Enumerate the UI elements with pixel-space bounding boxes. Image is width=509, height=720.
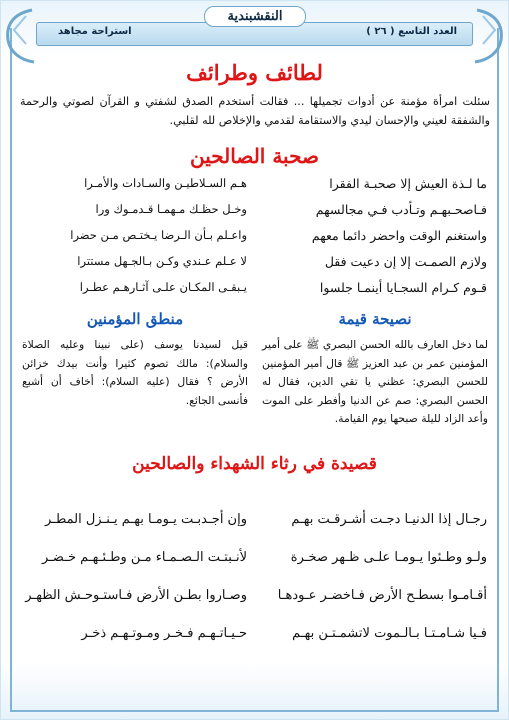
suhba-left-line: وخـل حظـك مـهمـا قـدمـوك ورا [95, 202, 247, 216]
issue-number: العدد التاسع ( ٢٦ ) [366, 26, 457, 37]
suhba-right-line: فـاصحـبهـم وتـأدب فـي مجالسهم [315, 202, 487, 217]
qasida-left-line: لأنـبتـت الـصـمـاء مـن وطـئـهـم خـضـر [41, 550, 247, 565]
suhba-left-line: يـبقـى المكـان علـى آثـارهـم عطـرا [79, 280, 247, 294]
suhba-right-line: ما لـذة العيش إلا صحبـة الفقرا [329, 176, 487, 191]
suhba-left-line: هـم السـلاطيـن والسـادات والأمـرا [84, 176, 247, 190]
qasida-left-line: وصـاروا بطـن الأرض فـاستـوحـش الظهـر [25, 588, 247, 603]
qasida-right-line: ولـو وطـئوا يـومـا علـى ظـهر صخـرة [290, 550, 487, 565]
bottom-border [10, 710, 499, 712]
qasida-left-line: حـيـاتـهـم فـخـر ومـوتـهـم ذخـر [81, 626, 247, 641]
mantiq-text: قيل لسيدنا يوسف (على نبينا وعليه الصلاة والسلام): مالك تصوم كثيرا وأنت بيدك خزائن الأرض ؟ فقال (عليه السلام): أخاف أن أشبع فأنسى الجائع. [22, 338, 248, 407]
scroll-ornament-icon [2, 6, 38, 66]
section-name: استراحة مجاهد [58, 26, 132, 37]
qasida-left-line: وإن أجـدبـت يـومـا بهـم يـنـزل المطـر [44, 512, 247, 527]
right-border [497, 28, 499, 712]
lataif-text: سئلت امرأة مؤمنة عن أدوات تجميلها ... فقالت أستخدم الصدق لشفتي و القرآن لصوتي والرحمة والشفقة لعيني والإحسان ليدي والاستقامة لقدمي والإخلاص لله لقلبي. [20, 95, 490, 127]
nasiha-text: لما دخل العارف بالله الحسن البصري ﷺ على أمير المؤمنين عمر بن عبد العزيز ﷺ قال أمير المؤمنين للحسن البصري: عظني يا تقي الدين، فقال له الحسن البصري: صم عن الدنيا وأفطر على الموت وأعد الزاد لليلة صبحها يوم القيامة. [262, 338, 488, 425]
magazine-name: النقشبندية [204, 6, 306, 27]
suhba-right-line: ولازم الصمـت إلا إن دعيت فقل [324, 254, 487, 269]
mantiq-title: منطق المؤمنين [86, 310, 184, 328]
qasida-title: قصيدة في رثاء الشهداء والصالحين [132, 454, 377, 474]
qasida-right-line: رجـال إذا الدنيـا دجـت أشـرقـت بهـم [291, 512, 487, 527]
suhba-left-line: واعـلم بـأن الـرضا يـختـص مـن حضرا [70, 228, 247, 242]
page-header [36, 6, 473, 46]
suhba-right-line: قـوم كـرام السجـايا أينمـا جلسوا [319, 280, 487, 295]
left-border [10, 28, 12, 712]
suhba-title: صحبة الصالحين [190, 144, 319, 168]
lataif-title: لطائف وطرائف [186, 60, 323, 85]
suhba-right-line: واستغنم الوقت واحضر دائما معهم [311, 228, 487, 243]
qasida-right-line: أقـامـوا بسطـح الأرض فـاخضـر عـودهـا [277, 588, 487, 603]
suhba-left-line: لا عـلم عـندي وكـن بـالجـهل مستترا [77, 254, 247, 268]
nasiha-title: نصيحة قيمة [338, 310, 412, 328]
scroll-ornament-icon [471, 6, 507, 66]
qasida-right-line: فـيا شـامـتـا بـالـموت لاتشمـتـن بهـم [292, 626, 487, 641]
